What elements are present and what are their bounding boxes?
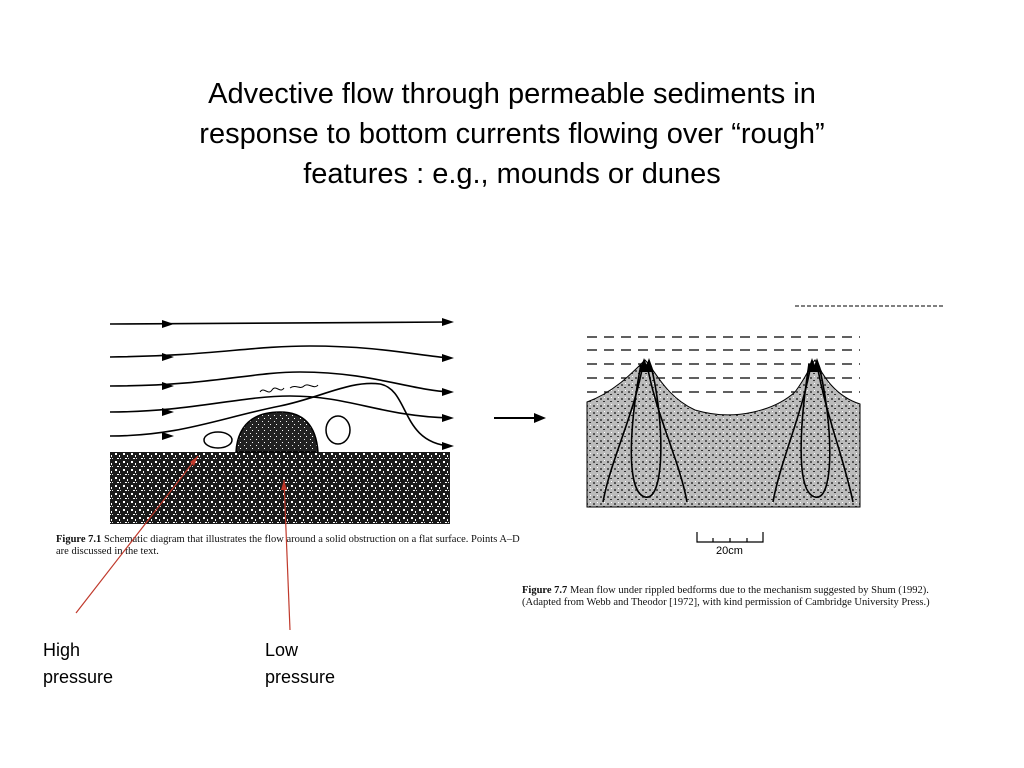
high-pressure-label-line-1: High: [43, 640, 81, 660]
title-line-2: response to bottom currents flowing over “rough”: [199, 118, 825, 150]
scale-label: 20cm: [716, 545, 743, 557]
high-pressure-label: [43, 637, 113, 691]
low-pressure-pointer-head: [281, 480, 287, 490]
low-pressure-label: [265, 637, 335, 691]
low-pressure-label-line-1: Low: [265, 640, 299, 660]
low-pressure-label-line-2: pressure: [265, 667, 336, 687]
figure-7-7-label: Figure 7.7: [522, 585, 568, 596]
figure-7-1-text: Schematic diagram that illustrates the flow around a solid obstruction on a flat surface. Points A–D are discussed in the text.: [56, 534, 520, 557]
title-line-1: Advective flow through permeable sediments in: [208, 78, 816, 110]
figure-7-1-label: Figure 7.1: [56, 534, 102, 545]
low-pressure-pointer: [284, 480, 290, 630]
figure-7-7-text: Mean flow under rippled bedforms due to the mechanism suggested by Shum (1992). (Adapted from Webb and Theodor [1972], with kind permission of Cambridge University Press.): [522, 585, 930, 608]
title-line-3: features : e.g., mounds or dunes: [303, 158, 721, 190]
high-pressure-label-line-2: pressure: [43, 667, 114, 687]
high-pressure-pointer: [76, 456, 198, 613]
